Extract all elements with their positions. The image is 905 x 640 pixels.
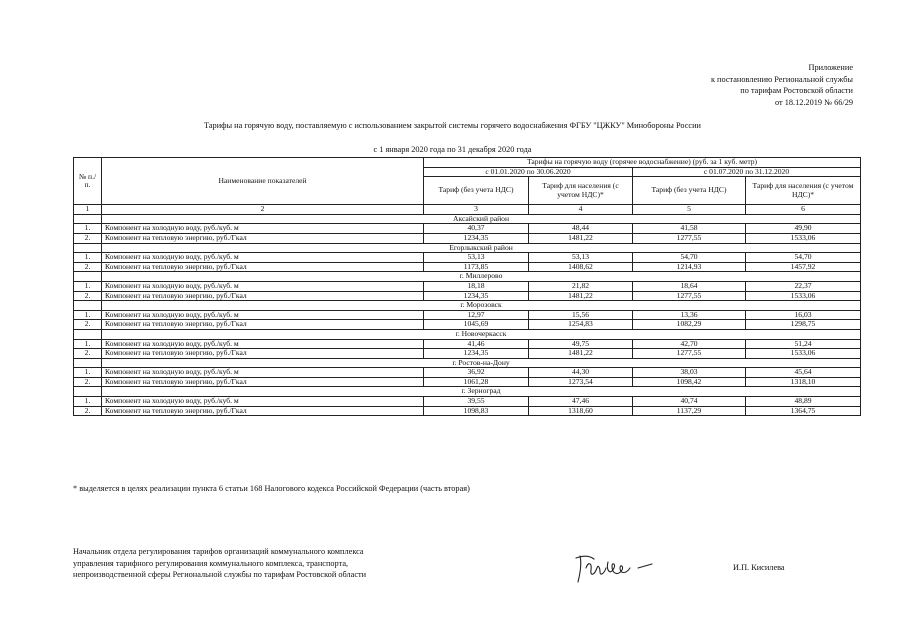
tariff-value: 49,75 — [529, 339, 633, 349]
appendix-line: по тарифам Ростовской области — [740, 86, 853, 95]
district-name: г. Миллерово — [102, 272, 861, 282]
district-spacer — [74, 272, 102, 282]
document-title: Тарифы на горячую воду, поставляемую с использованием закрытой системы горячего водоснабжения ФГБУ "ЦЖКУ" Минобороны России — [204, 121, 701, 130]
column-number: 6 — [746, 205, 861, 215]
tariff-value: 1254,83 — [529, 320, 633, 330]
column-number: 3 — [424, 205, 529, 215]
tariff-value: 1173,85 — [424, 262, 529, 272]
tariff-value: 48,89 — [746, 397, 861, 407]
table-row — [74, 368, 861, 378]
table-row — [74, 349, 861, 359]
tariff-value: 1273,54 — [529, 377, 633, 387]
tariff-table — [73, 157, 861, 416]
tariff-value: 54,70 — [633, 253, 746, 263]
header-period-1: с 01.01.2020 по 30.06.2020 — [424, 167, 633, 177]
tariff-table-body — [74, 214, 861, 415]
row-number: 1. — [74, 224, 102, 234]
tariff-value: 40,37 — [424, 224, 529, 234]
tariff-value: 1408,62 — [529, 262, 633, 272]
row-indicator: Компонент на холодную воду, руб./куб. м — [102, 253, 424, 263]
table-row — [74, 320, 861, 330]
row-indicator: Компонент на тепловую энергию, руб./Гкал — [102, 291, 424, 301]
tariff-value: 53,13 — [529, 253, 633, 263]
row-indicator: Компонент на холодную воду, руб./куб. м — [102, 281, 424, 291]
table-row — [74, 233, 861, 243]
district-name: г. Ростов-на-Дону — [102, 358, 861, 368]
tariff-value: 53,13 — [424, 253, 529, 263]
tariff-value: 1277,55 — [633, 349, 746, 359]
district-row — [74, 329, 861, 339]
tariff-value: 36,92 — [424, 368, 529, 378]
footnote: * выделяется в целях реализации пункта 6 статьи 168 Налогового кодекса Российской Федерации (часть вторая) — [73, 484, 470, 493]
signer-position-line: непроизводственной сферы Региональной службы по тарифам Ростовской области — [73, 570, 367, 579]
row-indicator: Компонент на тепловую энергию, руб./Гкал — [102, 377, 424, 387]
appendix-block — [711, 62, 853, 108]
row-number: 2. — [74, 320, 102, 330]
district-spacer — [74, 329, 102, 339]
row-number: 1. — [74, 281, 102, 291]
tariff-value: 1214,93 — [633, 262, 746, 272]
tariff-value: 41,58 — [633, 224, 746, 234]
appendix-line: Приложение — [808, 63, 853, 72]
tariff-value: 18,18 — [424, 281, 529, 291]
district-name: г. Новочеркасск — [102, 329, 861, 339]
header-tariff-population: Тариф для населения (с учетом НДС)* — [529, 177, 633, 205]
row-indicator: Компонент на тепловую энергию, руб./Гкал — [102, 320, 424, 330]
tariff-value: 40,74 — [633, 397, 746, 407]
table-row — [74, 397, 861, 407]
tariff-value: 1364,75 — [746, 406, 861, 416]
district-name: г. Морозовск — [102, 301, 861, 311]
header-tariff-population: Тариф для населения (с учетом НДС)* — [746, 177, 861, 205]
tariff-value: 1298,75 — [746, 320, 861, 330]
header-name: Наименование показателей — [102, 158, 424, 205]
tariff-value: 45,64 — [746, 368, 861, 378]
tariff-value: 41,46 — [424, 339, 529, 349]
header-num: № п./п. — [74, 158, 102, 205]
row-number: 1. — [74, 339, 102, 349]
tariff-value: 12,97 — [424, 310, 529, 320]
tariff-value: 13,36 — [633, 310, 746, 320]
row-indicator: Компонент на холодную воду, руб./куб. м — [102, 397, 424, 407]
district-spacer — [74, 301, 102, 311]
document-period: с 1 января 2020 года по 31 декабря 2020 года — [373, 145, 532, 154]
tariff-value: 1481,22 — [529, 233, 633, 243]
column-number-row — [74, 205, 861, 215]
table-row — [74, 253, 861, 263]
row-indicator: Компонент на холодную воду, руб./куб. м — [102, 368, 424, 378]
signer-position-line: Начальник отдела регулирования тарифов организаций коммунального комплекса — [73, 547, 364, 556]
tariff-value: 54,70 — [746, 253, 861, 263]
row-number: 1. — [74, 397, 102, 407]
district-name: Егорлыкский район — [102, 243, 861, 253]
row-number: 1. — [74, 368, 102, 378]
tariff-value: 49,90 — [746, 224, 861, 234]
tariff-value: 1234,35 — [424, 291, 529, 301]
tariff-value: 1533,06 — [746, 349, 861, 359]
tariff-value: 15,56 — [529, 310, 633, 320]
tariff-value: 1457,92 — [746, 262, 861, 272]
signer-position — [73, 546, 366, 581]
tariff-value: 1137,29 — [633, 406, 746, 416]
district-name: Аксайский район — [102, 214, 861, 224]
header-tariffs: Тарифы на горячую воду (горячее водоснабжение) (руб. за 1 куб. метр) — [424, 158, 861, 168]
tariff-value: 39,55 — [424, 397, 529, 407]
tariff-value: 51,24 — [746, 339, 861, 349]
tariff-value: 1533,06 — [746, 233, 861, 243]
table-row — [74, 281, 861, 291]
tariff-value: 1318,60 — [529, 406, 633, 416]
tariff-value: 16,03 — [746, 310, 861, 320]
row-number: 1. — [74, 253, 102, 263]
tariff-value: 1533,06 — [746, 291, 861, 301]
tariff-value: 1277,55 — [633, 291, 746, 301]
tariff-value: 1061,28 — [424, 377, 529, 387]
row-number: 2. — [74, 377, 102, 387]
tariff-value: 38,03 — [633, 368, 746, 378]
row-number: 2. — [74, 406, 102, 416]
tariff-value: 1045,69 — [424, 320, 529, 330]
appendix-line: к постановлению Региональной службы — [710, 74, 853, 84]
tariff-value: 1234,35 — [424, 349, 529, 359]
district-row — [74, 272, 861, 282]
tariff-value: 1098,83 — [424, 406, 529, 416]
row-indicator: Компонент на тепловую энергию, руб./Гкал — [102, 233, 424, 243]
header-period-2: с 01.07.2020 по 31.12.2020 — [633, 167, 861, 177]
tariff-value: 1234,35 — [424, 233, 529, 243]
tariff-value: 44,30 — [529, 368, 633, 378]
tariff-value: 1318,10 — [746, 377, 861, 387]
column-number: 2 — [102, 205, 424, 215]
tariff-value: 42,70 — [633, 339, 746, 349]
tariff-value: 1098,42 — [633, 377, 746, 387]
tariff-value: 18,64 — [633, 281, 746, 291]
row-indicator: Компонент на холодную воду, руб./куб. м — [102, 339, 424, 349]
tariff-value: 1082,29 — [633, 320, 746, 330]
tariff-value: 48,44 — [529, 224, 633, 234]
row-number: 1. — [74, 310, 102, 320]
district-row — [74, 301, 861, 311]
tariff-value: 1481,22 — [529, 349, 633, 359]
column-number: 1 — [74, 205, 102, 215]
district-name: г. Зерноград — [102, 387, 861, 397]
row-number: 2. — [74, 233, 102, 243]
column-number: 5 — [633, 205, 746, 215]
signer-name: И.П. Кисилева — [733, 563, 785, 572]
header-tariff-no-vat: Тариф (без учета НДС) — [424, 177, 529, 205]
tariff-value: 22,37 — [746, 281, 861, 291]
row-indicator: Компонент на тепловую энергию, руб./Гкал — [102, 262, 424, 272]
tariff-value: 1277,55 — [633, 233, 746, 243]
row-number: 2. — [74, 349, 102, 359]
row-number: 2. — [74, 262, 102, 272]
header-tariff-no-vat: Тариф (без учета НДС) — [633, 177, 746, 205]
appendix-line: от 18.12.2019 № 66/29 — [774, 97, 853, 107]
column-number: 4 — [529, 205, 633, 215]
tariff-value: 21,82 — [529, 281, 633, 291]
row-indicator: Компонент на тепловую энергию, руб./Гкал — [102, 349, 424, 359]
row-indicator: Компонент на холодную воду, руб./куб. м — [102, 310, 424, 320]
row-indicator: Компонент на тепловую энергию, руб./Гкал — [102, 406, 424, 416]
tariff-value: 1481,22 — [529, 291, 633, 301]
handwritten-signature — [572, 550, 662, 591]
row-number: 2. — [74, 291, 102, 301]
table-row — [74, 406, 861, 416]
tariff-value: 47,46 — [529, 397, 633, 407]
signer-position-line: управления тарифного регулирования коммунального комплекса, транспорта, — [73, 558, 349, 568]
row-indicator: Компонент на холодную воду, руб./куб. м — [102, 224, 424, 234]
